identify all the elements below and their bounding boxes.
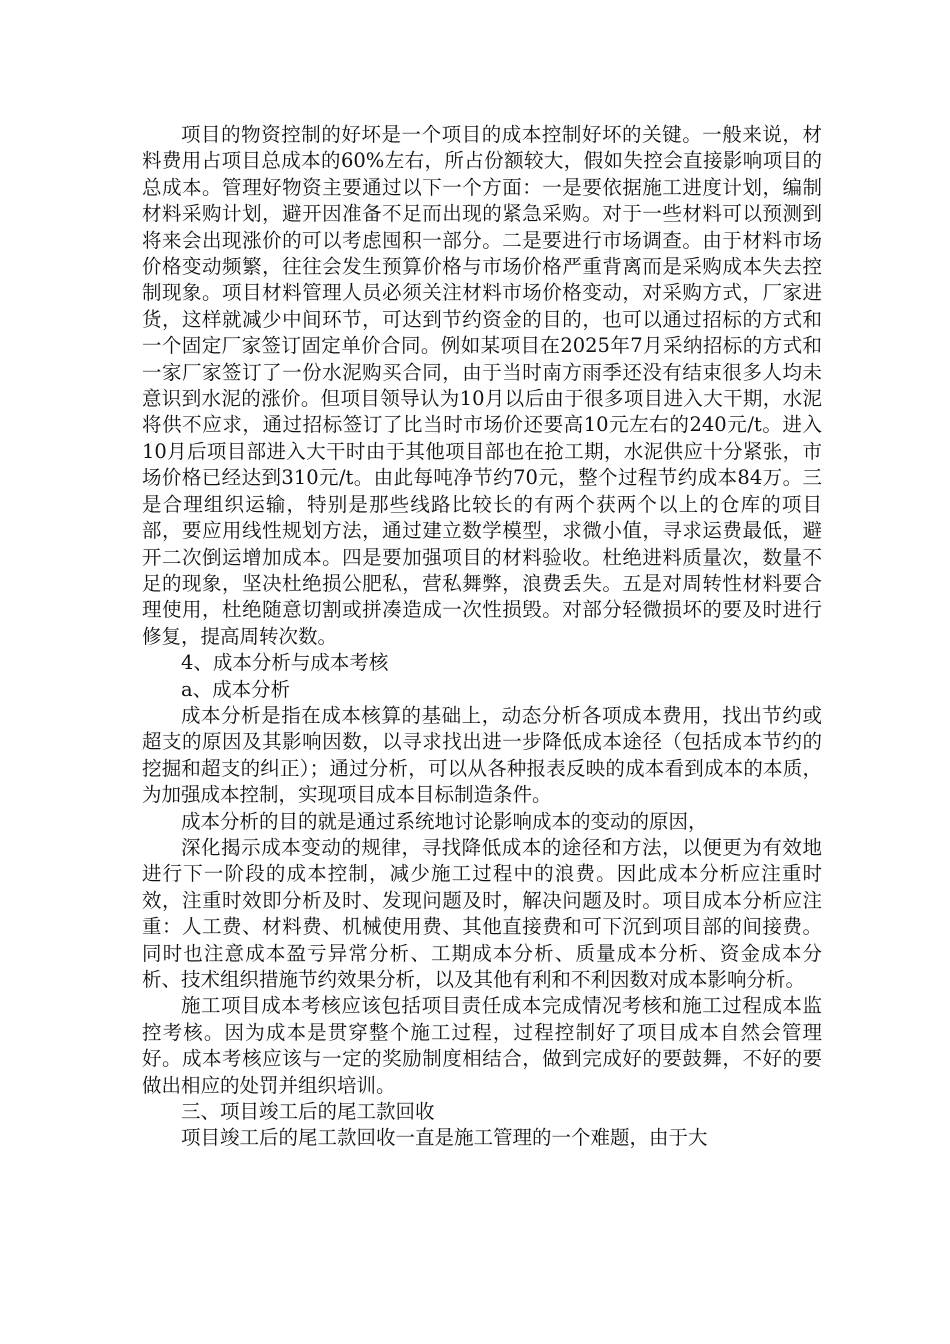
heading-cost-analysis-and-assessment: 4、成本分析与成本考核 <box>181 651 389 675</box>
document-body <box>142 122 822 1152</box>
paragraph-cost-assessment: 施工项目成本考核应该包括项目责任成本完成情况考核和施工过程成本监控考核。因为成本是贯穿整个施工过程，过程控制好了项目成本自然会管理好。成本考核应该与一定的奖励制度相结合，做到完成好的要鼓舞，不好的要做出相应的处罚并组织培训。 <box>142 994 822 1097</box>
paragraph-material-control: 项目的物资控制的好坏是一个项目的成本控制好坏的关键。一般来说，材料费用占项目总成本的60%左右，所占份额较大，假如失控会直接影响项目的总成本。管理好物资主要通过以下一个方面：一是要依据施工进度计划，编制材料采购计划，避开因准备不足而出现的紧急采购。对于一些材料可以预测到将来会出现涨价的可以考虑囤积一部分。二是要进行市场调查。由于材料市场价格变动频繁，往往会发生预算价格与市场价格严重背离而是采购成本失去控制现象。项目材料管理人员必须关注材料市场价格变动，对采购方式，厂家进货，这样就减少中间环节，可达到节约资金的目的，也可以通过招标的方式和一个固定厂家签订固定单价合同。例如某项目在2025年7月采纳招标的方式和一家厂家签订了一份水泥购买合同，由于当时南方雨季还没有结束很多人均未意识到水泥的涨价。但项目领导认为10月以后由于很多项目进入大干期，水泥将供不应求，通过招标签订了比当时市场价还要高10元左右的240元/t。进入10月后项目部进入大干时由于其他项目部也在抢工期，水泥供应十分紧张，市场价格已经达到310元/t。由此每吨净节约70元，整个过程节约成本84万。三是合理组织运输，特别是那些线路比较长的有两个获两个以上的仓库的项目部，要应用线性规划方法，通过建立数学模型，求微小值，寻求运费最低，避开二次倒运增加成本。四是要加强项目的材料验收。杜绝进料质量次，数量不足的现象，坚决杜绝损公肥私，营私舞弊，浪费丢失。五是对周转性材料要合理使用，杜绝随意切割或拼凑造成一次性损毁。对部分轻微损坏的要及时进行修复，提高周转次数。 <box>142 123 822 648</box>
paragraph-cost-analysis-details: 深化揭示成本变动的规律，寻找降低成本的途径和方法，以便更为有效地进行下一阶段的成本控制，减少施工过程中的浪费。因此成本分析应注重时效，注重时效即分析及时、发现问题及时，解决问题及时。项目成本分析应注重：人工费、材料费、机械使用费、其他直接费和可下沉到项目部的间接费。同时也注意成本盈亏异常分析、工期成本分析、质量成本分析、资金成本分析、技术组织措施节约效果分析，以及其他有利和不利因数对成本影响分析。 <box>142 835 822 991</box>
heading-final-payment-recovery: 三、项目竣工后的尾工款回收 <box>181 1100 435 1124</box>
subheading-cost-analysis: a、成本分析 <box>181 677 291 701</box>
paragraph-final-payment-recovery: 项目竣工后的尾工款回收一直是施工管理的一个难题，由于大 <box>181 1126 708 1150</box>
paragraph-cost-analysis-purpose: 成本分析的目的就是通过系统地讨论影响成本的变动的原因， <box>181 809 708 833</box>
paragraph-cost-analysis-definition: 成本分析是指在成本核算的基础上，动态分析各项成本费用，找出节约或超支的原因及其影响因数，以寻求找出进一步降低成本途径（包括成本节约的挖掘和超支的纠正）；通过分析，可以从各种报表反映的成本看到成本的本质，为加强成本控制，实现项目成本目标制造条件。 <box>142 703 822 807</box>
